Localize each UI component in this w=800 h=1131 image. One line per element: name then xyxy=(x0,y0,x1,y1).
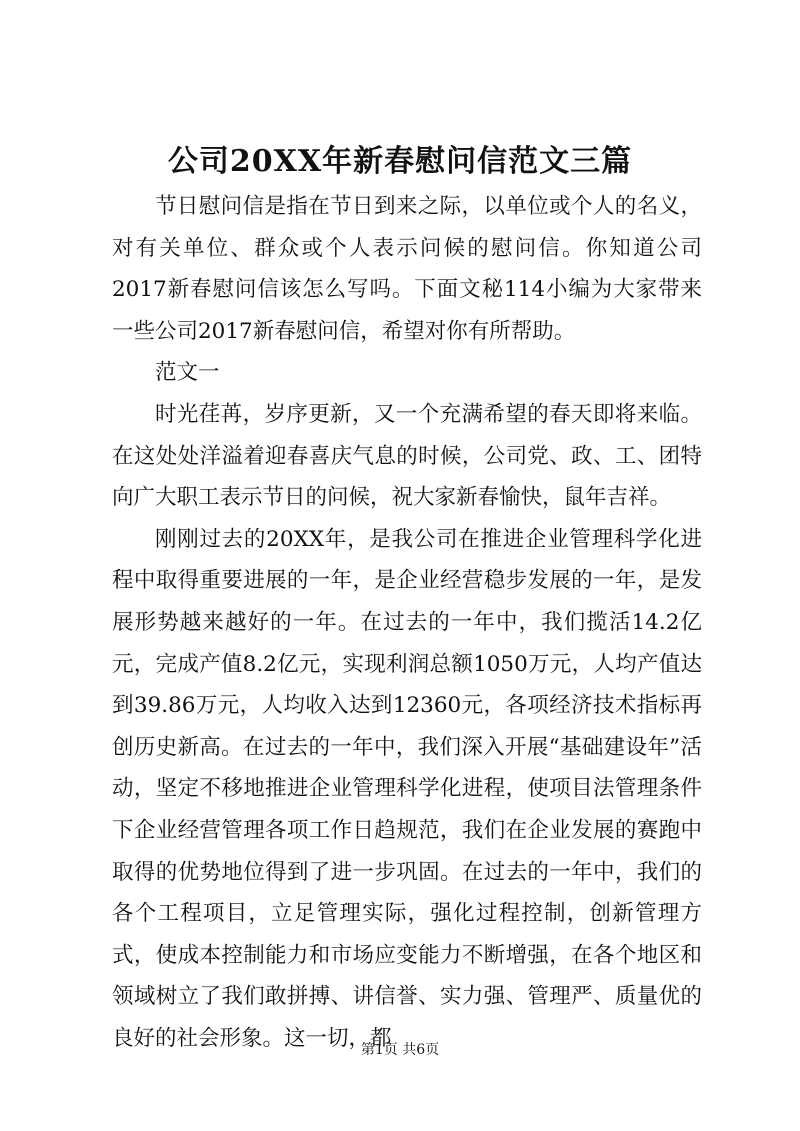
document-title: 公司20XX年新春慰问信范文三篇 xyxy=(167,144,633,179)
intro-paragraph: 节日慰问信是指在节日到来之际，以单位或个人的名义，对有关单位、群众或个人表示问候的慰问信。你知道公司2017新春慰问信该怎么写吗。下面文秘114小编为大家带来一些公司2017新春慰问信，希望对你有所帮助。 xyxy=(112,194,702,344)
body-paragraph: 时光荏苒，岁序更新，又一个充满希望的春天即将来临。在这处处洋溢着迎春喜庆气息的时候，公司党、政、工、团特向广大职工表示节日的问候，祝大家新春愉快，鼠年吉祥。 xyxy=(112,401,702,511)
body-paragraph: 刚刚过去的20XX年，是我公司在推进企业管理科学化进程中取得重要进展的一年，是企业经营稳步发展的一年，是发展形势越来越好的一年。在过去的一年中，我们揽活14.2亿元，完成产值8.2亿元，实现利润总额1050万元，人均产值达到39.86万元，人均收入达到12360元，各项经济技术指标再创历史新高。在过去的一年中，我们深入开展“基础建设年”活动，坚定不移地推进企业管理科学化进程，使项目法管理条件下企业经营管理各项工作日趋规范，我们在企业发展的赛跑中取得的优势地位得到了进一步巩固。在过去的一年中，我们的各个工程项目，立足管理实际，强化过程控制，创新管理方式，使成本控制能力和市场应变能力不断增强，在各个地区和领域树立了我们敢拼搏、讲信誉、实力强、管理严、质量优的良好的社会形象。这一切，都 xyxy=(112,526,702,1051)
section-heading: 范文一 xyxy=(155,360,220,386)
page-number: 第1页 共6页 xyxy=(360,1042,440,1058)
document-body xyxy=(112,186,702,1059)
